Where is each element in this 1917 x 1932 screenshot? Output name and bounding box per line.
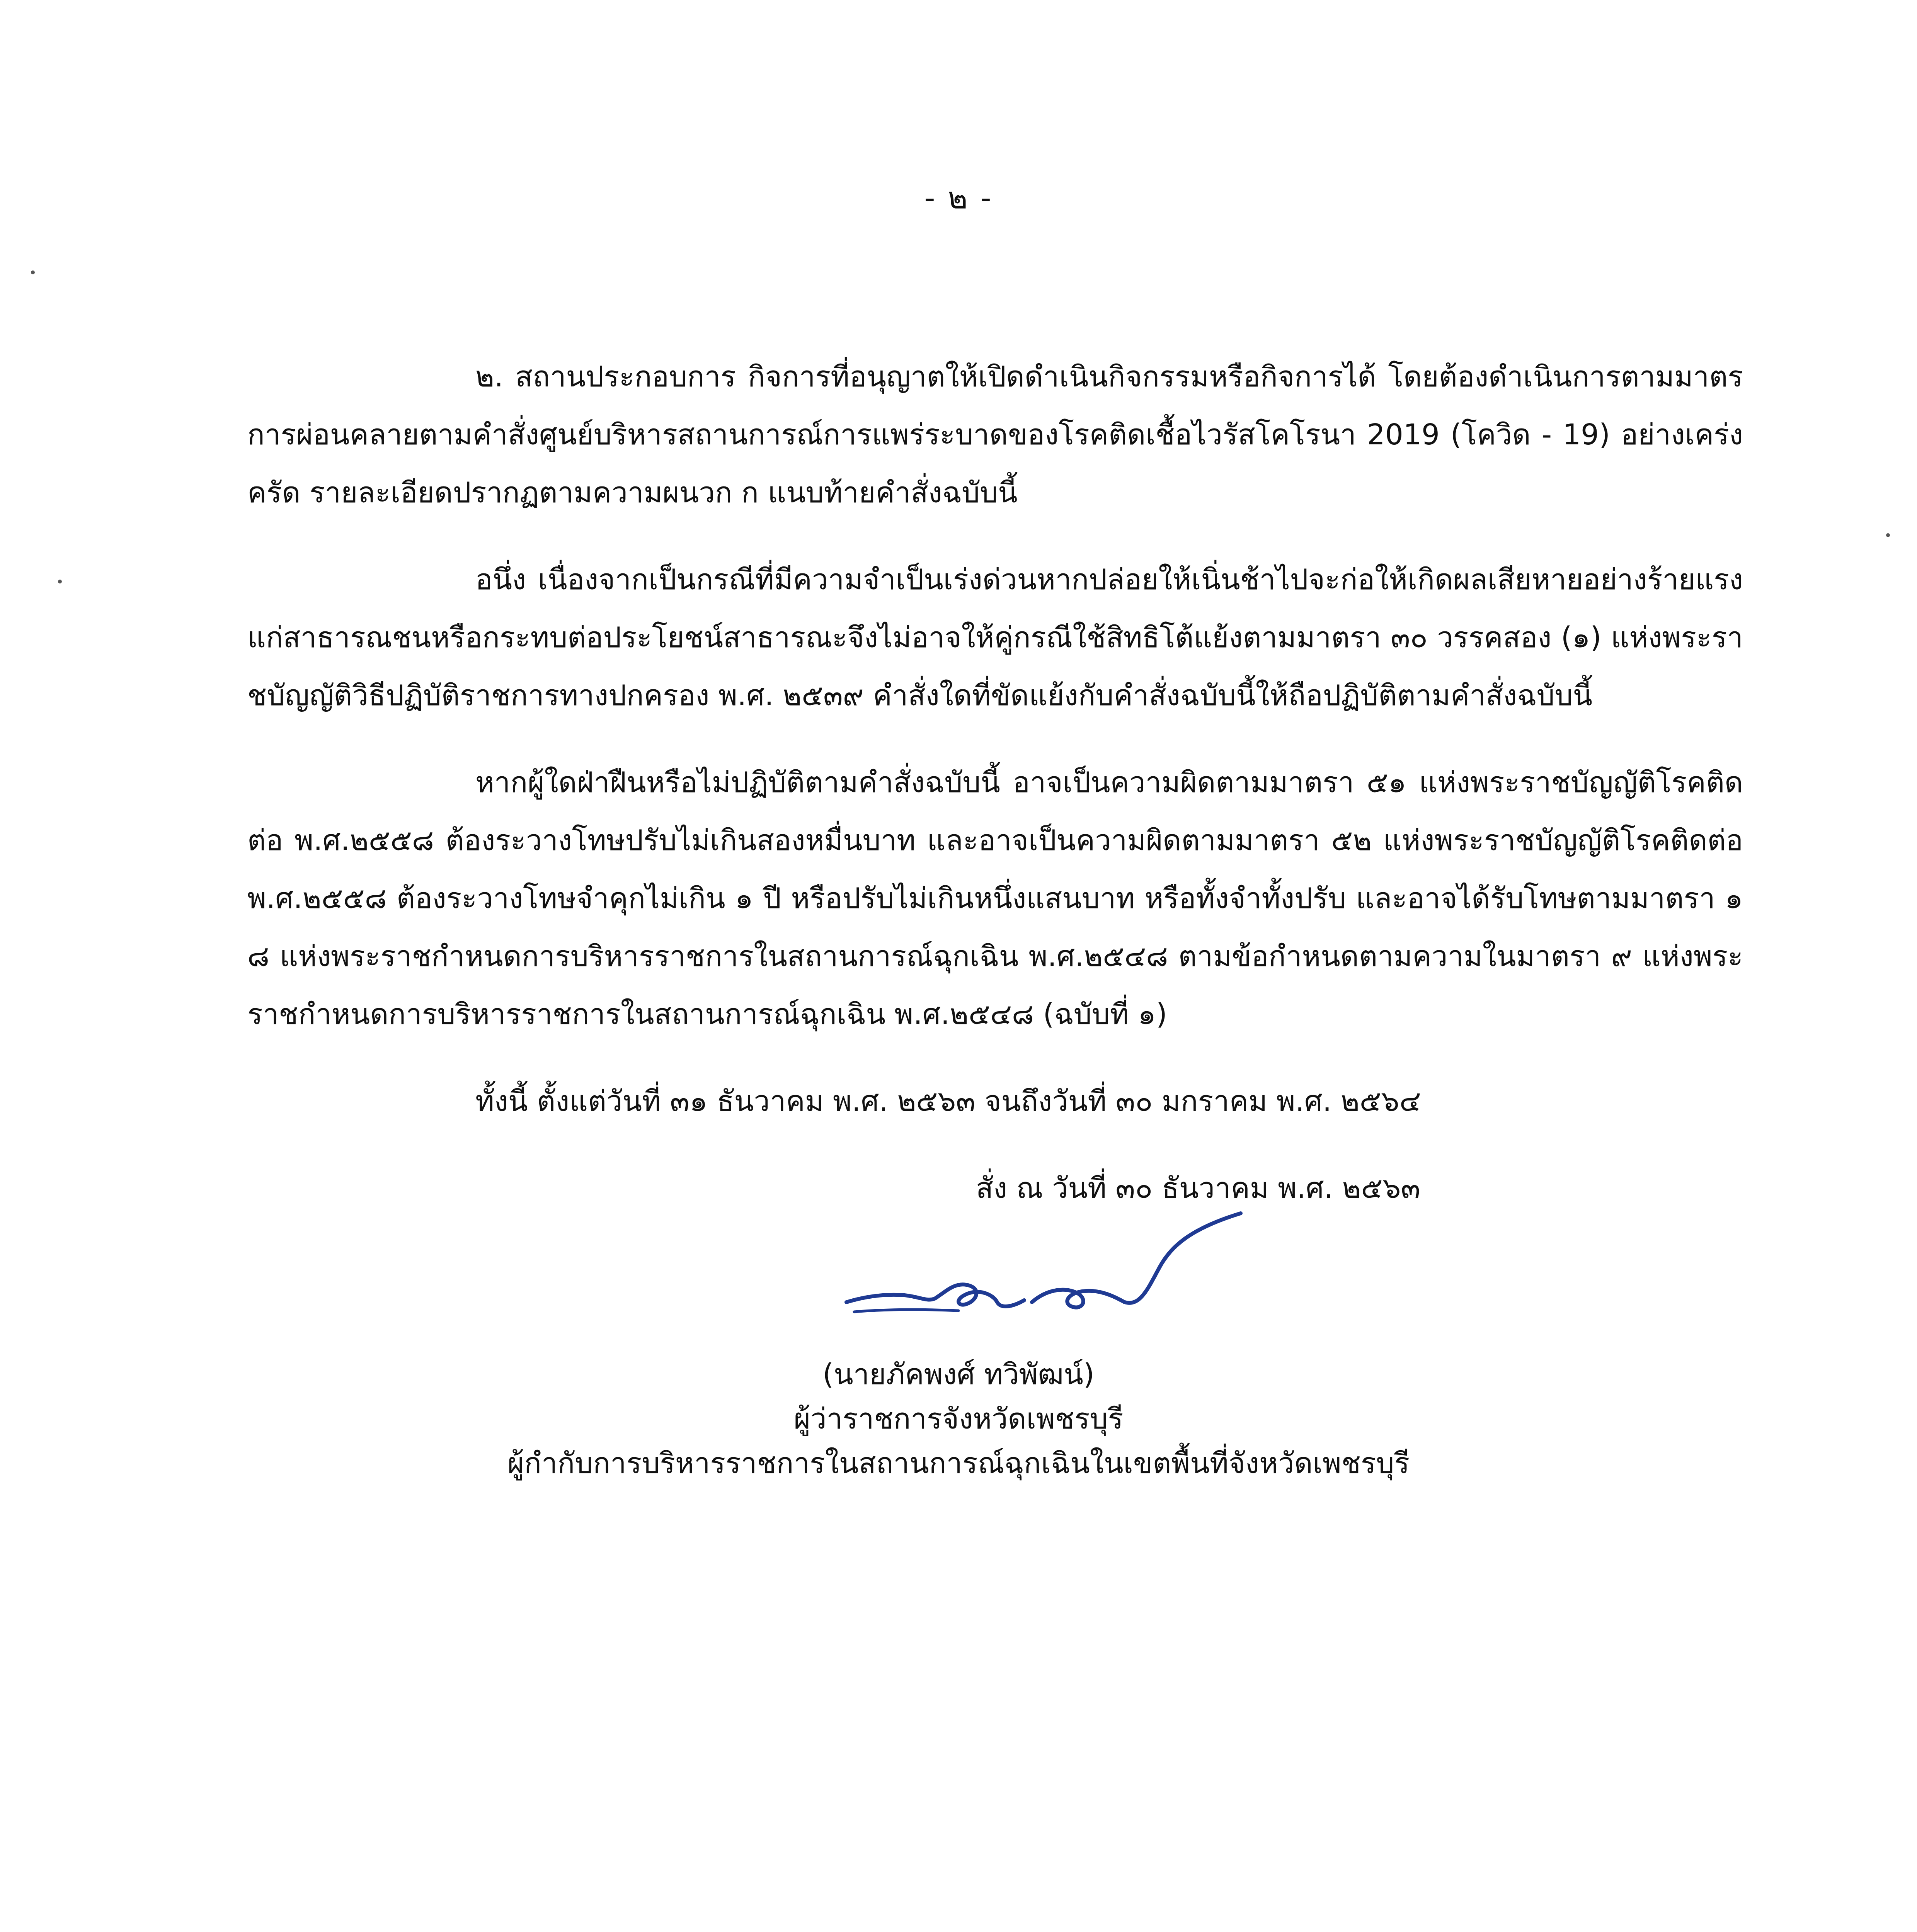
page-number: - ๒ -: [924, 181, 993, 216]
document-body: [247, 348, 1743, 1130]
handwritten-signature: [831, 1206, 1256, 1345]
issued-date: สั่ง ณ วันที่ ๓๐ ธันวาคม พ.ศ. ๒๕๖๓: [976, 1172, 1421, 1205]
paragraph-urgency-clause: อนึ่ง เนื่องจากเป็นกรณีที่มีความจำเป็นเร่งด่วนหากปล่อยให้เนิ่นช้าไปจะก่อให้เกิดผลเสียหายอย่างร้ายแรงแก่สาธารณชนหรือกระทบต่อประโยชน์สาธารณะจึงไม่อาจให้คู่กรณีใช้สิทธิโต้แย้งตามมาตรา ๓๐ วรรคสอง (๑) แห่งพระราชบัญญัติวิธีปฏิบัติราชการทางปกครอง พ.ศ. ๒๕๓๙ คำสั่งใดที่ขัดแย้งกับคำสั่งฉบับนี้ให้ถือปฏิบัติตามคำสั่งฉบับนี้: [247, 563, 1743, 712]
signer-role: ผู้กำกับการบริหารราชการในสถานการณ์ฉุกเฉินในเขตพื้นที่จังหวัดเพชรบุรี: [507, 1447, 1410, 1480]
effective-period: ทั้งนี้ ตั้งแต่วันที่ ๓๑ ธันวาคม พ.ศ. ๒๕๖๓ จนถึงวันที่ ๓๐ มกราคม พ.ศ. ๒๕๖๔: [475, 1085, 1421, 1118]
signer-block: [0, 1352, 1917, 1486]
paragraph-penalty-clause: หากผู้ใดฝ่าฝืนหรือไม่ปฏิบัติตามคำสั่งฉบับนี้ อาจเป็นความผิดตามมาตรา ๕๑ แห่งพระราชบัญญัติโรคติดต่อ พ.ศ.๒๕๕๘ ต้องระวางโทษปรับไม่เกินสองหมื่นบาท และอาจเป็นความผิดตามมาตรา ๕๒ แห่งพระราชบัญญัติโรคติดต่อ พ.ศ.๒๕๕๘ ต้องระวางโทษจำคุกไม่เกิน ๑ ปี หรือปรับไม่เกินหนึ่งแสนบาท หรือทั้งจำทั้งปรับ และอาจได้รับโทษตามมาตรา ๑๘ แห่งพระราชกำหนดการบริหารราชการในสถานการณ์ฉุกเฉิน พ.ศ.๒๕๔๘ ตามข้อกำหนดตามความในมาตรา ๙ แห่งพระราชกำหนดการบริหารราชการในสถานการณ์ฉุกเฉิน พ.ศ.๒๕๔๘ (ฉบับที่ ๑): [247, 766, 1743, 1031]
scan-speck: [58, 580, 62, 583]
signer-name: (นายภัคพงศ์ ทวิพัฒน์): [822, 1358, 1095, 1391]
scan-speck: [1886, 533, 1890, 537]
scan-speck: [31, 270, 35, 274]
paragraph-section-2: ๒. สถานประกอบการ กิจการที่อนุญาตให้เปิดดำเนินกิจกรรมหรือกิจการได้ โดยต้องดำเนินการตามมาตรการผ่อนคลายตามคำสั่งศูนย์บริหารสถานการณ์การแพร่ระบาดของโรคติดเชื้อไวรัสโคโรนา 2019 (โควิด - 19) อย่างเคร่งครัด รายละเอียดปรากฏตามความผนวก ก แนบท้ายคำสั่งฉบับนี้: [247, 360, 1743, 509]
signer-position: ผู้ว่าราชการจังหวัดเพชรบุรี: [793, 1402, 1124, 1435]
